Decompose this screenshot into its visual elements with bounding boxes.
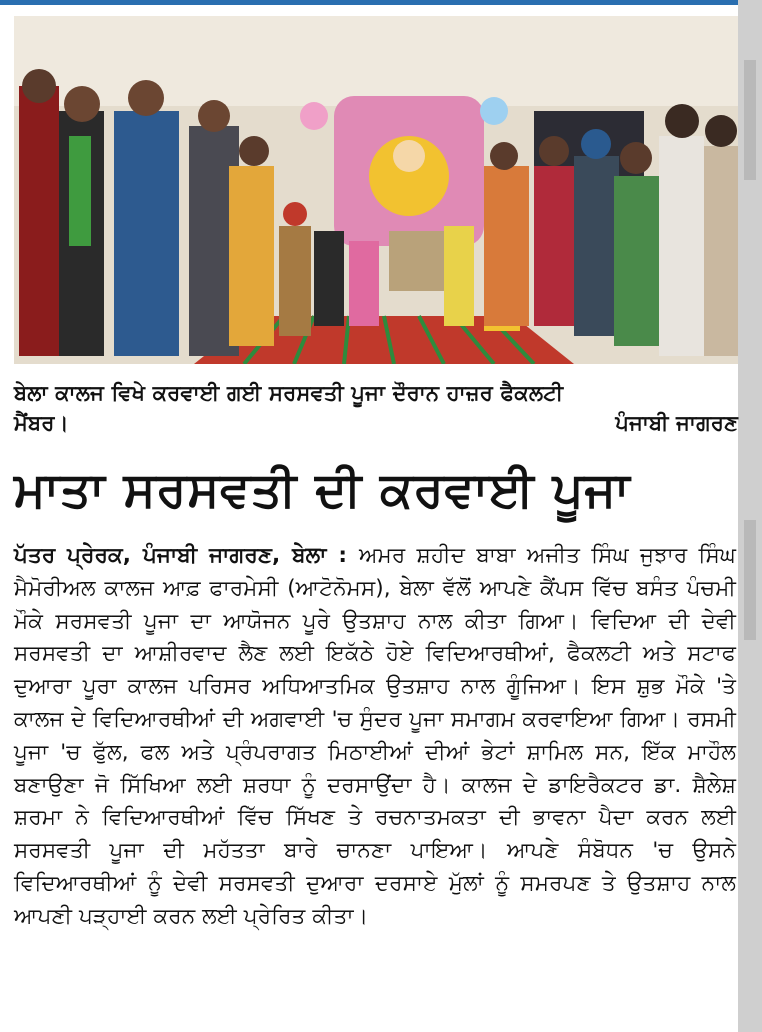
caption-line-1: ਬੇਲਾ ਕਾਲਜ ਵਿਖੇ ਕਰਵਾਈ ਗਈ ਸਰਸਵਤੀ ਪੂਜਾ ਦੌਰਾਨ ਹਾਜ਼ਰ ਫੈਕਲਟੀ xyxy=(14,381,564,405)
photo-credit: ਪੰਜਾਬੀ ਜਾਗਰਣ xyxy=(615,411,738,435)
article-headline: ਮਾਤਾ ਸਰਸਵਤੀ ਦੀ ਕਰਵਾਈ ਪੂਜਾ xyxy=(14,462,631,518)
caption-line-2: ਮੈਂਬਰ। xyxy=(14,411,69,435)
top-rule xyxy=(0,0,740,5)
photo-caption xyxy=(14,378,738,438)
news-photo xyxy=(14,16,738,364)
page-edge-strip xyxy=(738,0,762,1032)
article-byline: ਪੱਤਰ ਪ੍ਰੇਰਕ, ਪੰਜਾਬੀ ਜਾਗਰਣ, ਬੇਲਾ : xyxy=(14,543,359,568)
article-body xyxy=(14,540,736,934)
article-text: ਅਮਰ ਸ਼ਹੀਦ ਬਾਬਾ ਅਜੀਤ ਸਿੰਘ ਜੁਝਾਰ ਸਿੰਘ ਮੈਮੋਰੀਅਲ ਕਾਲਜ ਆਫ਼ ਫਾਰਮੇਸੀ (ਆਟੋਨੋਮਸ), ਬੇਲਾ ਵੱਲੋਂ ਆਪਣੇ ਕੈਂਪਸ ਵਿੱਚ ਬਸੰਤ ਪੰਚਮੀ ਮੌਕੇ ਸਰਸਵਤੀ ਪੂਜਾ ਦਾ ਆਯੋਜਨ ਪੂਰੇ ਉਤਸ਼ਾਹ ਨਾਲ ਕੀਤਾ ਗਿਆ। ਵਿਦਿਆ ਦੀ ਦੇਵੀ ਸਰਸਵਤੀ ਦਾ ਆਸ਼ੀਰਵਾਦ ਲੈਣ ਲਈ ਇਕੱਠੇ ਹੋਏ ਵਿਦਿਆਰਥੀਆਂ, ਫੈਕਲਟੀ ਅਤੇ ਸਟਾਫ ਦੁਆਰਾ ਪੂਰਾ ਕਾਲਜ ਪਰਿਸਰ ਅਧਿਆਤਮਿਕ ਉਤਸ਼ਾਹ ਨਾਲ ਗੂੰਜਿਆ। ਇਸ ਸ਼ੁਭ ਮੌਕੇ 'ਤੇ ਕਾਲਜ ਦੇ ਵਿਦਿਆਰਥੀਆਂ ਦੀ ਅਗਵਾਈ 'ਚ ਸੁੰਦਰ ਪੂਜਾ ਸਮਾਗਮ ਕਰਵਾਇਆ ਗਿਆ। ਰਸਮੀ ਪੂਜਾ 'ਚ ਫੁੱਲ, ਫਲ ਅਤੇ ਪ੍ਰੰਪਰਾਗਤ ਮਿਠਾਈਆਂ ਦੀਆਂ ਭੇਟਾਂ ਸ਼ਾਮਿਲ ਸਨ, ਇੱਕ ਮਾਹੌਲ ਬਣਾਉਣਾ ਜੋ ਸਿੱਖਿਆ ਲਈ ਸ਼ਰਧਾ ਨੂੰ ਦਰਸਾਉਂਦਾ ਹੈ। ਕਾਲਜ ਦੇ ਡਾਇਰੈਕਟਰ ਡਾ. ਸ਼ੈਲੇਸ਼ ਸ਼ਰਮਾ ਨੇ ਵਿਦਿਆਰਥੀਆਂ ਵਿੱਚ ਸਿੱਖਣ ਤੇ ਰਚਨਾਤਮਕਤਾ ਦੀ ਭਾਵਨਾ ਪੈਦਾ ਕਰਨ ਲਈ ਸਰਸਵਤੀ ਪੂਜਾ ਦੀ ਮਹੱਤਤਾ ਬਾਰੇ ਚਾਨਣਾ ਪਾਇਆ। ਆਪਣੇ ਸੰਬੋਧਨ 'ਚ ਉਸਨੇ ਵਿਦਿਆਰਥੀਆਂ ਨੂੰ ਦੇਵੀ ਸਰਸਵਤੀ ਦੁਆਰਾ ਦਰਸਾਏ ਮੁੱਲਾਂ ਨੂੰ ਸਮਰਪਣ ਤੇ ਉਤਸ਼ਾਹ ਨਾਲ ਆਪਣੀ ਪੜ੍ਹਾਈ ਕਰਨ ਲਈ ਪ੍ਰੇਰਿਤ ਕੀਤਾ। xyxy=(14,543,736,929)
